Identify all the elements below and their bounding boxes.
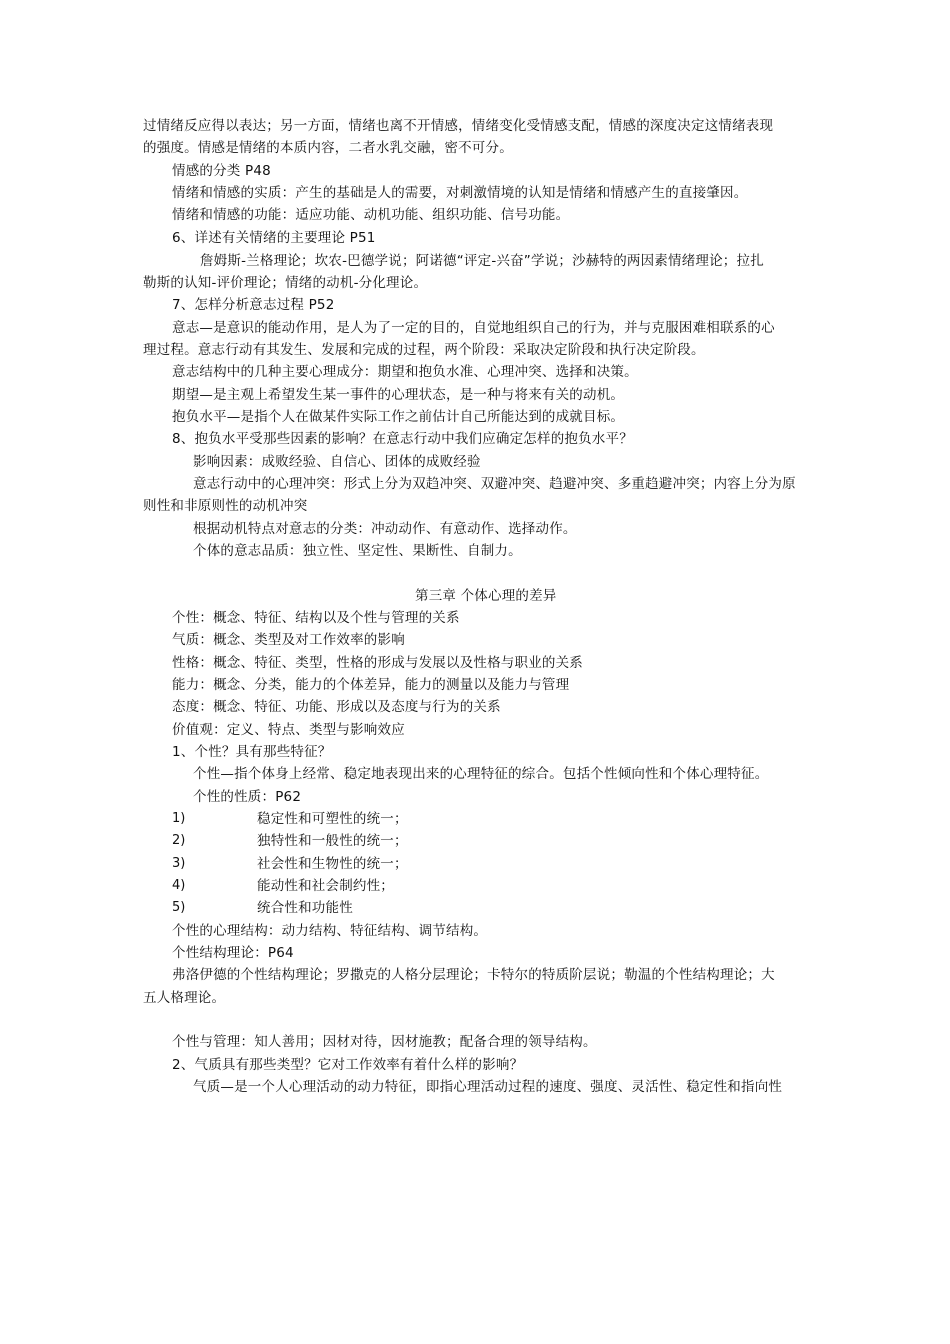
text-line: 根据动机特点对意志的分类：冲动动作、有意动作、选择动作。	[193, 521, 577, 537]
text-line: 的强度。情感是情绪的本质内容，二者水乳交融，密不可分。	[143, 140, 513, 156]
list-number: 1)	[172, 811, 186, 826]
text-line: 意志—是意识的能动作用，是人为了一定的目的，自觉地组织自己的行为，并与克服困难相联系的心	[172, 320, 775, 336]
text-line: 影响因素：成败经验、自信心、团体的成败经验	[193, 454, 481, 470]
text-line: 个体的意志品质：独立性、坚定性、果断性、自制力。	[193, 543, 522, 559]
question-heading: 6、详述有关情绪的主要理论 P51	[172, 230, 376, 246]
text-line: 理过程。意志行动有其发生、发展和完成的过程，两个阶段：采取决定阶段和执行决定阶段。	[143, 342, 705, 358]
text-line: 气质—是一个人心理活动的动力特征，即指心理活动过程的速度、强度、灵活性、稳定性和指向性	[193, 1079, 783, 1095]
list-number: 5)	[172, 900, 186, 915]
text-line: 价值观：定义、特点、类型与影响效应	[172, 722, 405, 738]
list-number: 2)	[172, 833, 186, 848]
text-line: 抱负水平—是指个人在做某件实际工作之前估计自己所能达到的成就目标。	[172, 409, 625, 425]
text-line: 意志结构中的几种主要心理成分：期望和抱负水准、心理冲突、选择和决策。	[172, 364, 638, 380]
list-item: 独特性和一般性的统一；	[257, 833, 408, 849]
text-line: 性格：概念、特征、类型，性格的形成与发展以及性格与职业的关系	[172, 655, 583, 671]
list-number: 3)	[172, 856, 186, 871]
question-heading: 1、个性？具有那些特征？	[172, 744, 332, 760]
text-line: 个性与管理：知人善用；因材对待，因材施教；配备合理的领导结构。	[172, 1034, 597, 1050]
list-item: 能动性和社会制约性；	[257, 878, 394, 894]
list-number: 4)	[172, 878, 186, 893]
text-line: 勒斯的认知-评价理论；情绪的动机-分化理论。	[143, 275, 428, 291]
text-line: 过情绪反应得以表达；另一方面，情绪也离不开情感，情绪变化受情感支配，情感的深度决定这情绪表现	[143, 118, 774, 134]
section-ref: 个性结构理论：P64	[172, 945, 294, 961]
text-line: 詹姆斯-兰格理论；坎农-巴德学说；阿诺德“评定-兴奋”学说；沙赫特的两因素情绪理论；拉扎	[200, 253, 764, 269]
text-line: 意志行动中的心理冲突：形式上分为双趋冲突、双避冲突、趋避冲突、多重趋避冲突；内容上分为原	[193, 476, 796, 492]
text-line: 情绪和情感的功能：适应功能、动机功能、组织功能、信号功能。	[172, 207, 570, 223]
text-line: 个性的心理结构：动力结构、特征结构、调节结构。	[172, 923, 488, 939]
text-line: 期望—是主观上希望发生某一事件的心理状态，是一种与将来有关的动机。	[172, 387, 625, 403]
text-line: 情绪和情感的实质：产生的基础是人的需要，对刺激情境的认知是情绪和情感产生的直接肇因。	[172, 185, 748, 201]
list-item: 社会性和生物性的统一；	[257, 856, 408, 872]
question-heading: 8、抱负水平受那些因素的影响？在意志行动中我们应确定怎样的抱负水平？	[172, 431, 633, 447]
text-line: 能力：概念、分类，能力的个体差异，能力的测量以及能力与管理	[172, 677, 570, 693]
section-ref: 个性的性质：P62	[193, 789, 302, 805]
list-item: 稳定性和可塑性的统一；	[257, 811, 408, 827]
text-line: 五人格理论。	[143, 990, 226, 1006]
question-heading: 7、怎样分析意志过程 P52	[172, 297, 335, 313]
text-line: 个性：概念、特征、结构以及个性与管理的关系	[172, 610, 460, 626]
text-line: 则性和非原则性的动机冲突	[143, 498, 308, 514]
section-ref: 情感的分类 P48	[172, 163, 271, 179]
text-line: 个性—指个体身上经常、稳定地表现出来的心理特征的综合。包括个性倾向性和个体心理特征。	[193, 766, 769, 782]
list-item: 统合性和功能性	[257, 900, 353, 916]
chapter-title: 第三章 个体心理的差异	[415, 588, 557, 604]
text-line: 弗洛伊德的个性结构理论；罗撒克的人格分层理论；卡特尔的特质阶层说；勒温的个性结构理论；大	[172, 967, 775, 983]
text-line: 态度：概念、特征、功能、形成以及态度与行为的关系	[172, 699, 501, 715]
text-line: 气质：概念、类型及对工作效率的影响	[172, 632, 405, 648]
question-heading: 2、气质具有那些类型？它对工作效率有着什么样的影响？	[172, 1057, 524, 1073]
